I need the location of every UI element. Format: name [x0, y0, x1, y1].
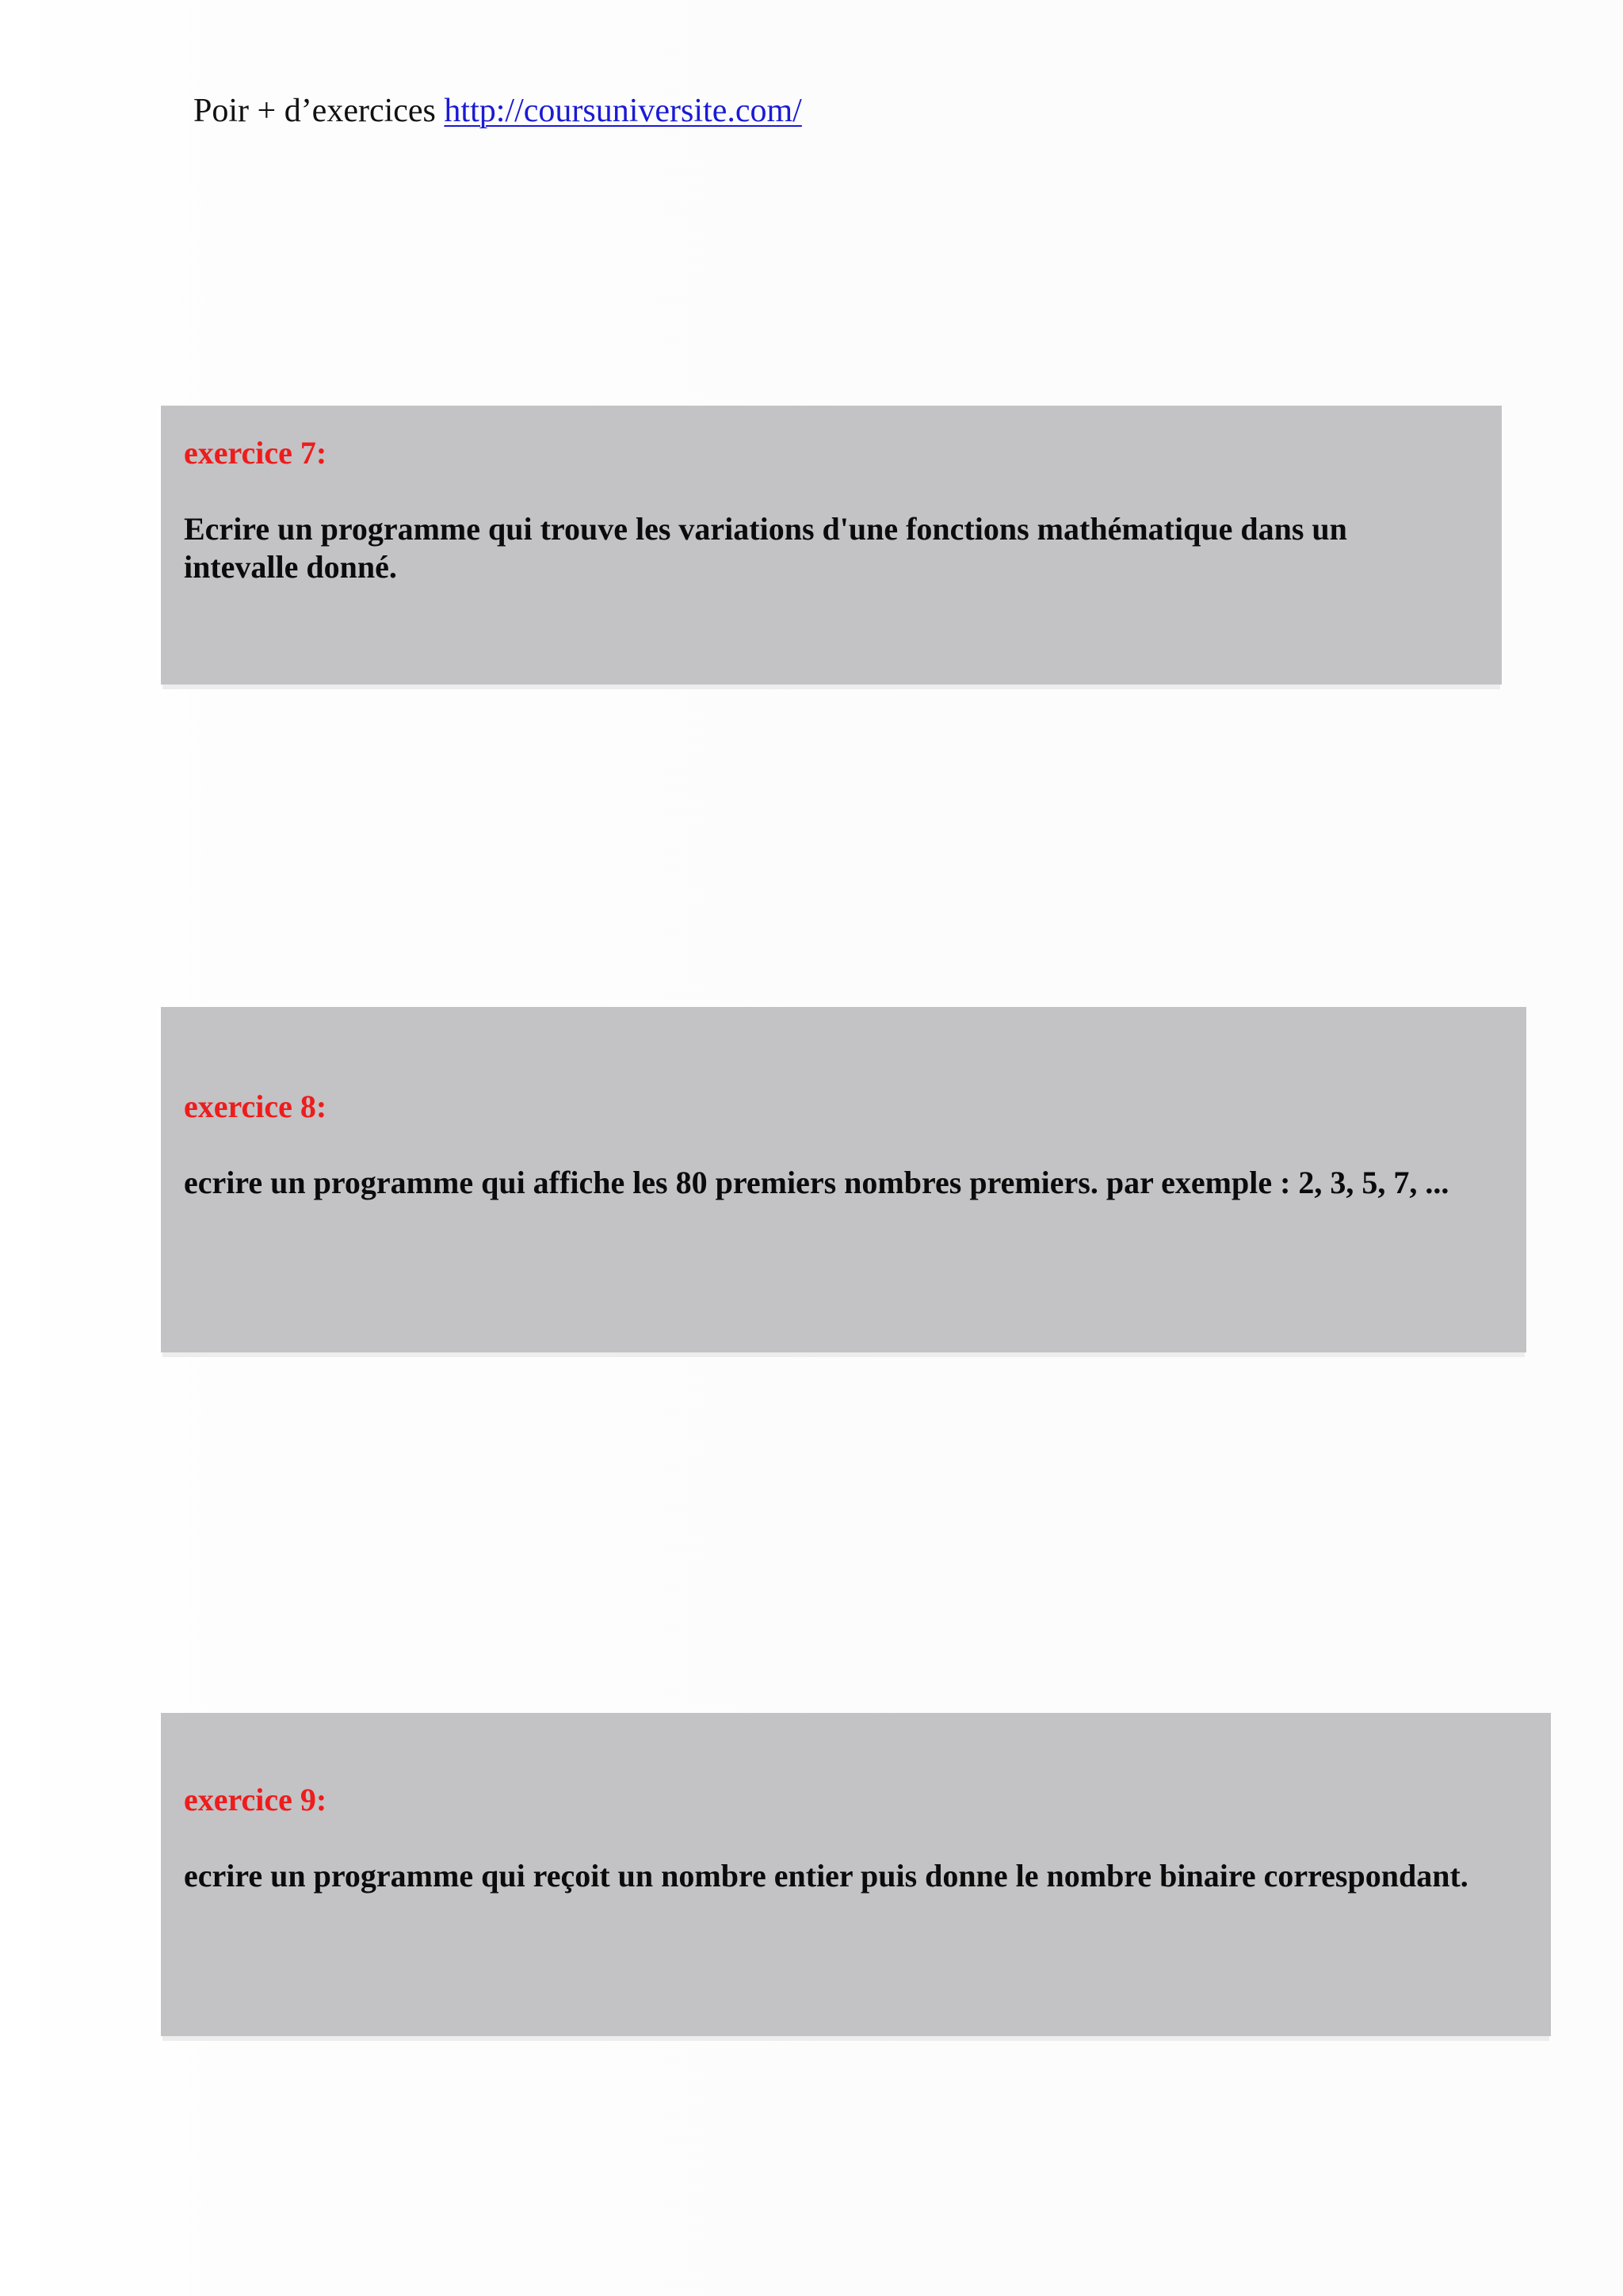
header-text: Poir + d’exercices: [193, 93, 445, 129]
exercise-8-statement: ecrire un programme qui affiche les 80 premiers nombres premiers. par exemple : 2, 3, 5, 7, ...: [184, 1165, 1449, 1200]
exercise-7-box: [161, 406, 1502, 685]
exercise-8-title-text: exercice 8:: [184, 1089, 327, 1124]
exercise-7-statement: Ecrire un programme qui trouve les variations d'une fonctions mathématique dans un intevalle donné.: [184, 511, 1347, 585]
exercise-9-box: [161, 1713, 1551, 2036]
header-line: [193, 92, 802, 130]
exercise-7-title: [184, 434, 327, 471]
exercise-7-title-text: exercice 7:: [184, 435, 327, 471]
exercise-9-title: [184, 1781, 327, 1818]
exercise-9-statement: ecrire un programme qui reçoit un nombre entier puis donne le nombre binaire correspondant.: [184, 1858, 1468, 1894]
exercise-9-title-text: exercice 9:: [184, 1782, 327, 1817]
exercise-8-title: [184, 1088, 327, 1125]
site-link[interactable]: http://coursuniversite.com/: [444, 93, 802, 129]
exercise-8-box: [161, 1007, 1526, 1352]
